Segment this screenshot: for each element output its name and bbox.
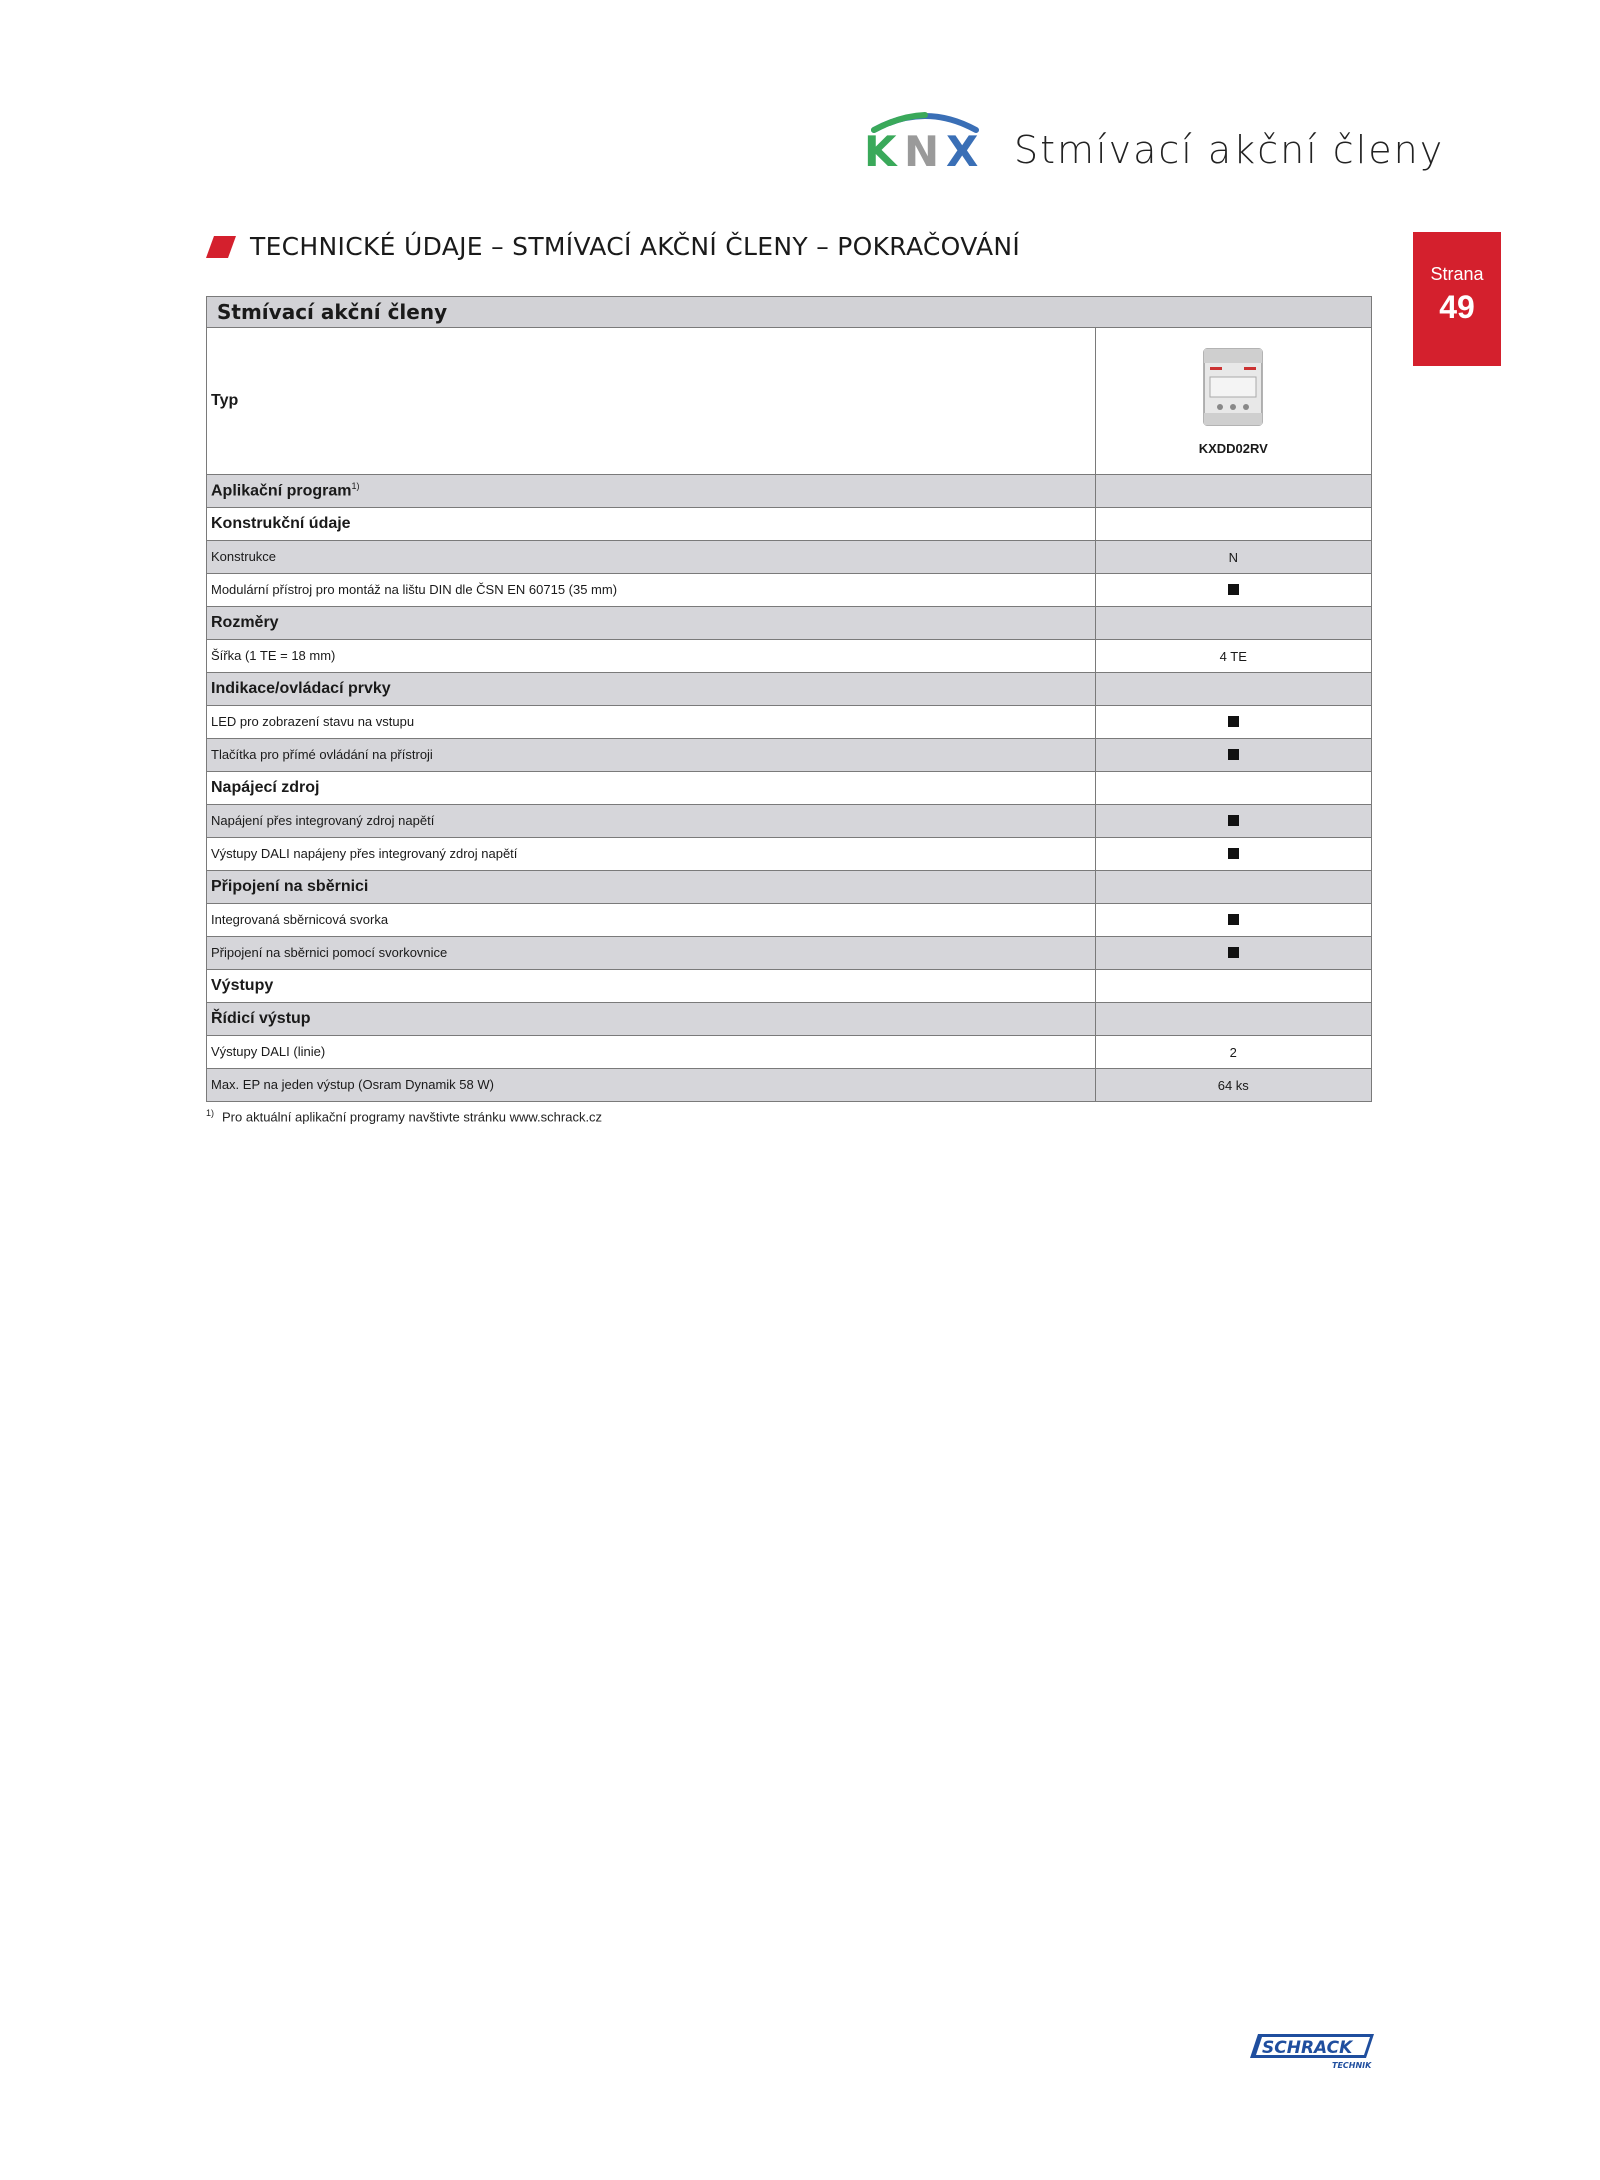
table-caption-row bbox=[207, 297, 1372, 328]
table-row bbox=[207, 772, 1372, 805]
footnote-text: Pro aktuální aplikační programy navštivte stránku www.schrack.cz bbox=[222, 1109, 603, 1125]
section-marker-icon bbox=[206, 236, 236, 258]
value-cell bbox=[1095, 1036, 1371, 1069]
group-label-cell bbox=[207, 871, 1096, 904]
value-text: N bbox=[1228, 549, 1238, 565]
value-cell bbox=[1095, 937, 1371, 970]
item-label-cell bbox=[207, 904, 1096, 937]
knx-logo-x: X bbox=[946, 127, 979, 170]
value-text: 64 ks bbox=[1217, 1077, 1249, 1093]
knx-logo bbox=[860, 108, 990, 170]
item-label-cell bbox=[207, 1069, 1096, 1102]
item-label-cell bbox=[207, 640, 1096, 673]
included-mark-icon bbox=[1228, 848, 1239, 859]
product-cell bbox=[1095, 328, 1371, 475]
item-label-cell bbox=[207, 1036, 1096, 1069]
item-label: Připojení na sběrnici pomocí svorkovnice bbox=[211, 945, 448, 960]
table-row bbox=[207, 640, 1372, 673]
spec-table bbox=[206, 296, 1372, 1102]
knx-logo-k: K bbox=[864, 127, 897, 170]
product-code: KXDD02RV bbox=[1198, 440, 1268, 456]
value-cell bbox=[1095, 805, 1371, 838]
section-heading bbox=[206, 232, 1020, 261]
page-tab-label: Strana bbox=[1430, 264, 1484, 284]
table-row bbox=[207, 574, 1372, 607]
item-label-cell bbox=[207, 574, 1096, 607]
group-label-cell bbox=[207, 673, 1096, 706]
included-mark-icon bbox=[1228, 749, 1239, 760]
item-label: Výstupy DALI (linie) bbox=[211, 1044, 326, 1059]
value-text: 4 TE bbox=[1219, 648, 1247, 664]
item-label: Integrovaná sběrnicová svorka bbox=[211, 912, 389, 927]
group-label-cell bbox=[207, 1003, 1096, 1036]
schrack-logo-tagline: TECHNIK bbox=[1332, 2061, 1372, 2070]
included-mark-icon bbox=[1228, 716, 1239, 727]
value-cell bbox=[1095, 871, 1371, 904]
page-tab bbox=[1413, 232, 1501, 366]
type-row bbox=[207, 328, 1372, 475]
group-label: Řídicí výstup bbox=[211, 1010, 311, 1027]
footnote bbox=[206, 1108, 602, 1124]
value-cell bbox=[1095, 640, 1371, 673]
item-label-cell bbox=[207, 541, 1096, 574]
table-row bbox=[207, 904, 1372, 937]
table-row bbox=[207, 607, 1372, 640]
table-row bbox=[207, 1003, 1372, 1036]
schrack-logo bbox=[1248, 2032, 1374, 2070]
value-cell bbox=[1095, 739, 1371, 772]
group-label: Napájecí zdroj bbox=[211, 779, 320, 796]
group-label-cell bbox=[207, 508, 1096, 541]
included-mark-icon bbox=[1228, 914, 1239, 925]
footnote-ref: 1) bbox=[351, 481, 360, 492]
value-cell bbox=[1095, 574, 1371, 607]
page-number: 49 bbox=[1439, 289, 1475, 325]
item-label: Výstupy DALI napájeny přes integrovaný zdroj napětí bbox=[211, 846, 518, 861]
table-row bbox=[207, 673, 1372, 706]
table-row bbox=[207, 475, 1372, 508]
value-cell bbox=[1095, 904, 1371, 937]
type-label: Typ bbox=[211, 392, 239, 409]
table-row bbox=[207, 1069, 1372, 1102]
table-row bbox=[207, 838, 1372, 871]
item-label-cell bbox=[207, 706, 1096, 739]
group-label: Připojení na sběrnici bbox=[211, 878, 369, 895]
item-label: Max. EP na jeden výstup (Osram Dynamik 58 W) bbox=[211, 1077, 494, 1092]
table-row bbox=[207, 970, 1372, 1003]
table-row bbox=[207, 739, 1372, 772]
table-row bbox=[207, 937, 1372, 970]
value-cell bbox=[1095, 706, 1371, 739]
value-cell bbox=[1095, 673, 1371, 706]
value-cell bbox=[1095, 772, 1371, 805]
value-cell bbox=[1095, 607, 1371, 640]
schrack-logo-name: SCHRACK bbox=[1262, 2038, 1353, 2058]
included-mark-icon bbox=[1228, 584, 1239, 595]
group-label-cell bbox=[207, 772, 1096, 805]
item-label: Šířka (1 TE = 18 mm) bbox=[211, 648, 336, 663]
group-label: Aplikační program bbox=[211, 482, 352, 500]
table-row bbox=[207, 706, 1372, 739]
knx-logo-n: N bbox=[904, 127, 940, 170]
group-label: Rozměry bbox=[211, 614, 279, 631]
group-label: Konstrukční údaje bbox=[211, 515, 351, 532]
item-label: Napájení přes integrovaný zdroj napětí bbox=[211, 813, 435, 828]
group-label-cell bbox=[207, 970, 1096, 1003]
group-label: Indikace/ovládací prvky bbox=[211, 680, 391, 697]
value-cell bbox=[1095, 475, 1371, 508]
header-title: Stmívací akční členy bbox=[1014, 128, 1445, 172]
item-label-cell bbox=[207, 838, 1096, 871]
item-label: LED pro zobrazení stavu na vstupu bbox=[211, 714, 415, 729]
table-row bbox=[207, 871, 1372, 904]
item-label-cell bbox=[207, 739, 1096, 772]
table-row bbox=[207, 805, 1372, 838]
value-cell bbox=[1095, 508, 1371, 541]
item-label-cell bbox=[207, 805, 1096, 838]
included-mark-icon bbox=[1228, 815, 1239, 826]
item-label-cell bbox=[207, 937, 1096, 970]
table-caption: Stmívací akční členy bbox=[207, 297, 1372, 328]
type-label-cell bbox=[207, 328, 1096, 475]
group-label-cell bbox=[207, 607, 1096, 640]
table-row bbox=[207, 508, 1372, 541]
item-label: Modulární přístroj pro montáž na lištu DIN dle ČSN EN 60715 (35 mm) bbox=[211, 582, 618, 597]
value-cell bbox=[1095, 1003, 1371, 1036]
value-cell bbox=[1095, 838, 1371, 871]
included-mark-icon bbox=[1228, 947, 1239, 958]
item-label: Konstrukce bbox=[211, 549, 277, 564]
dimmer-device-image bbox=[1198, 347, 1268, 427]
value-cell bbox=[1095, 1069, 1371, 1102]
table-row bbox=[207, 541, 1372, 574]
value-cell bbox=[1095, 970, 1371, 1003]
group-label-cell bbox=[207, 475, 1096, 508]
value-text: 2 bbox=[1229, 1044, 1237, 1060]
group-label: Výstupy bbox=[211, 977, 274, 994]
value-cell bbox=[1095, 541, 1371, 574]
section-title: TECHNICKÉ ÚDAJE – STMÍVACÍ AKČNÍ ČLENY – POKRAČOVÁNÍ bbox=[250, 232, 1021, 261]
item-label: Tlačítka pro přímé ovládání na přístroji bbox=[211, 747, 433, 762]
footnote-marker: 1) bbox=[206, 1108, 215, 1118]
table-row bbox=[207, 1036, 1372, 1069]
